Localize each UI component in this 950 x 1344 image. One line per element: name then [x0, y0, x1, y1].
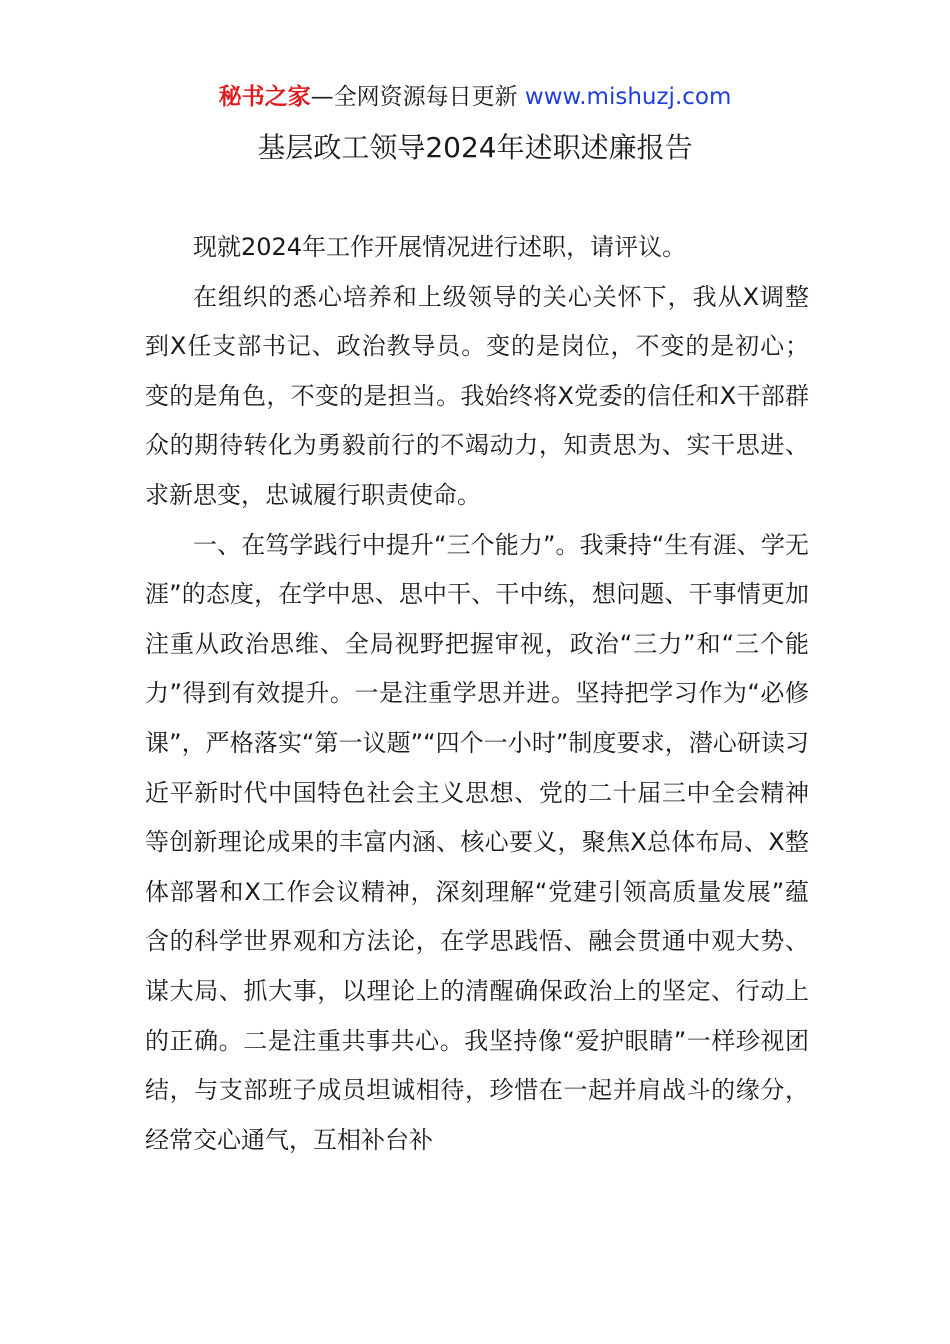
- brand-name: 秘书之家: [218, 84, 311, 110]
- paragraph: 一、在笃学践行中提升“三个能力”。我秉持“生有涯、学无涯”的态度，在学中思、思中干、干中练，想问题、干事情更加注重从政治思维、全局视野把握审视，政治“三力”和“三个能力”得到有效提升。一是注重学思并进。坚持把学习作为“必修课”，严格落实“第一议题”“四个一小时”制度要求，潜心研读习近平新时代中国特色社会主义思想、党的二十届三中全会精神等创新理论成果的丰富内涵、核心要义，聚焦X总体布局、X整体部署和X工作会议精神，深刻理解“党建引领高质量发展”蕴含的科学世界观和方法论，在学思践悟、融会贯通中观大势、谋大局、抓大事，以理论上的清醒确保政治上的坚定、行动上的正确。二是注重共事共心。我坚持像“爱护眼睛”一样珍视团结，与支部班子成员坦诚相待，珍惜在一起并肩战斗的缘分，经常交心通气，互相补台补: [145, 530, 809, 1154]
- paragraph: 在组织的悉心培养和上级领导的关心关怀下，我从X调整到X任支部书记、政治教导员。变的是岗位，不变的是初心；变的是角色，不变的是担当。我始终将X党委的信任和X干部群众的期待转化为勇毅前行的不竭动力，知责思为、实干思进、求新思变，忠诚履行职责使命。: [145, 282, 809, 509]
- site-header: [0, 80, 950, 114]
- header-slogan: —全网资源每日更新: [310, 84, 518, 110]
- site-url-link[interactable]: www.mishuzj.com: [524, 84, 732, 110]
- document-title: 基层政工领导2024年述职述廉报告: [257, 131, 693, 164]
- document-body: [145, 223, 809, 1165]
- paragraph: 现就2024年工作开展情况进行述职，请评议。: [193, 233, 687, 261]
